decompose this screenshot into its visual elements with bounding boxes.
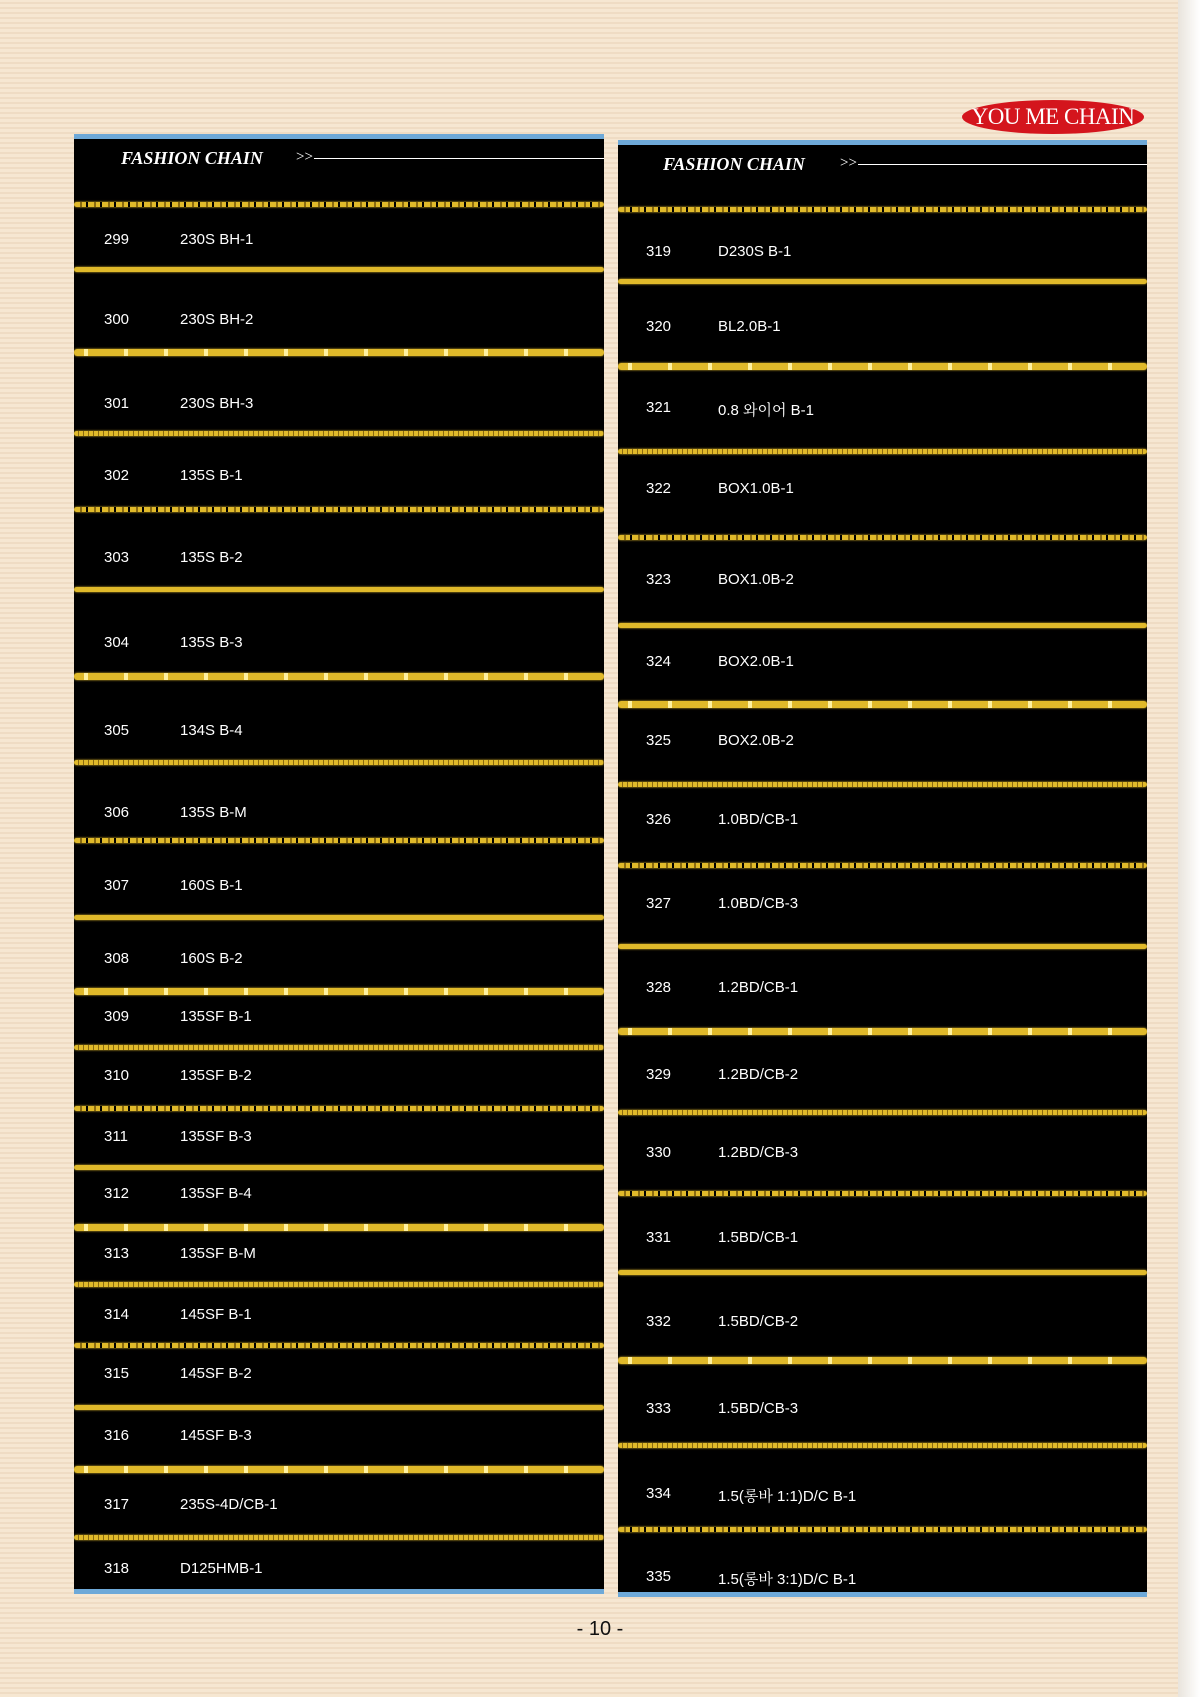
chain-image: [74, 1106, 604, 1111]
chain-image: [618, 944, 1147, 949]
chain-item-code: 329: [646, 1066, 672, 1083]
chain-image: [74, 431, 604, 436]
chain-item-code: 299: [104, 231, 130, 248]
chain-image: [618, 623, 1147, 628]
chain-image: [74, 760, 604, 765]
chain-item-name: 135SF B-1: [180, 1008, 252, 1025]
chain-item-code: 311: [104, 1128, 128, 1145]
chain-item-code: 300: [104, 311, 130, 328]
chain-item-code: 322: [646, 480, 672, 497]
chain-item-name: 235S-4D/CB-1: [180, 1496, 278, 1513]
chain-image: [74, 1535, 604, 1540]
chain-item-code: 331: [646, 1229, 672, 1246]
chain-image: [618, 363, 1147, 370]
chain-item-name: 0.8 와이어 B-1: [718, 402, 814, 419]
chain-image: [618, 782, 1147, 787]
page-edge: [1178, 0, 1200, 1697]
chain-item-name: 145SF B-3: [180, 1427, 252, 1444]
chain-image: [74, 587, 604, 592]
right-panel-arrow-icon: >>: [840, 155, 857, 171]
chain-image: [74, 1405, 604, 1410]
chain-item-name: 135SF B-M: [180, 1245, 256, 1262]
right-chain-list: [618, 145, 1147, 1592]
chain-image: [74, 1282, 604, 1287]
chain-item-name: 160S B-2: [180, 950, 243, 967]
chain-image: [74, 1343, 604, 1348]
chain-image: [618, 279, 1147, 284]
chain-image: [618, 701, 1147, 708]
chain-item-code: 310: [104, 1067, 130, 1084]
chain-item-name: 230S BH-3: [180, 395, 254, 412]
chain-image: [74, 507, 604, 512]
chain-item-name: 1.0BD/CB-1: [718, 811, 799, 828]
chain-item-code: 332: [646, 1313, 672, 1330]
chain-item-code: 328: [646, 979, 672, 996]
chain-item-name: 1.5(롱바 3:1)D/C B-1: [718, 1571, 857, 1588]
chain-item-code: 320: [646, 318, 672, 335]
chain-item-code: 305: [104, 722, 130, 739]
chain-item-code: 335: [646, 1568, 672, 1585]
chain-item-name: 1.5(롱바 1:1)D/C B-1: [718, 1488, 857, 1505]
chain-item-code: 315: [104, 1365, 130, 1382]
chain-item-name: 230S BH-1: [180, 231, 254, 248]
chain-image: [74, 1224, 604, 1231]
chain-image: [618, 1443, 1147, 1448]
page-number: - 10 -: [576, 1618, 624, 1640]
chain-item-code: 313: [104, 1245, 130, 1262]
chain-item-name: 1.2BD/CB-1: [718, 979, 799, 996]
chain-item-name: 135S B-2: [180, 549, 243, 566]
chain-item-code: 309: [104, 1008, 130, 1025]
chain-image: [618, 1191, 1147, 1196]
chain-item-code: 307: [104, 877, 130, 894]
left-panel-title: FASHION CHAIN: [121, 148, 263, 168]
chain-image: [618, 1028, 1147, 1035]
chain-item-name: 1.5BD/CB-2: [718, 1313, 799, 1330]
chain-item-code: 327: [646, 895, 672, 912]
chain-item-code: 312: [104, 1185, 130, 1202]
chain-item-code: 330: [646, 1144, 672, 1161]
chain-image: [74, 838, 604, 843]
chain-image: [618, 1270, 1147, 1275]
chain-item-name: D125HMB-1: [180, 1560, 263, 1577]
chain-item-code: 316: [104, 1427, 130, 1444]
chain-image: [618, 1110, 1147, 1115]
chain-item-code: 325: [646, 732, 672, 749]
chain-item-code: 334: [646, 1485, 672, 1502]
chain-item-code: 318: [104, 1560, 130, 1577]
chain-image: [74, 988, 604, 995]
chain-item-name: BL2.0B-1: [718, 318, 781, 335]
chain-image: [618, 1527, 1147, 1532]
chain-image: [618, 207, 1147, 212]
chain-image: [74, 1165, 604, 1170]
chain-item-code: 317: [104, 1496, 130, 1513]
chain-image: [74, 673, 604, 680]
chain-item-name: BOX1.0B-2: [718, 571, 794, 588]
chain-item-code: 324: [646, 653, 672, 670]
brand-name: YOU ME CHAIN: [971, 104, 1135, 129]
chain-item-name: BOX2.0B-2: [718, 732, 794, 749]
chain-image: [74, 1045, 604, 1050]
chain-item-name: D230S B-1: [718, 243, 792, 260]
chain-item-code: 323: [646, 571, 672, 588]
chain-item-name: 145SF B-1: [180, 1306, 252, 1323]
chain-item-name: 134S B-4: [180, 722, 243, 739]
chain-item-code: 301: [104, 395, 130, 412]
left-catalog-panel: [74, 134, 604, 1594]
chain-item-name: 1.5BD/CB-3: [718, 1400, 799, 1417]
chain-image: [74, 349, 604, 356]
right-catalog-panel: [618, 140, 1147, 1597]
chain-item-name: 1.0BD/CB-3: [718, 895, 799, 912]
left-chain-list: [74, 139, 604, 1589]
chain-item-name: 230S BH-2: [180, 311, 254, 328]
chain-item-name: 1.2BD/CB-3: [718, 1144, 799, 1161]
chain-item-code: 308: [104, 950, 130, 967]
chain-item-name: 1.5BD/CB-1: [718, 1229, 799, 1246]
chain-item-name: 135SF B-2: [180, 1067, 252, 1084]
chain-item-code: 304: [104, 634, 130, 651]
chain-item-code: 319: [646, 243, 672, 260]
chain-item-code: 321: [646, 399, 672, 416]
chain-item-name: BOX1.0B-1: [718, 480, 794, 497]
chain-item-code: 303: [104, 549, 130, 566]
chain-item-name: BOX2.0B-1: [718, 653, 794, 670]
chain-image: [74, 915, 604, 920]
chain-image: [74, 202, 604, 207]
chain-item-name: 1.2BD/CB-2: [718, 1066, 799, 1083]
chain-item-name: 160S B-1: [180, 877, 243, 894]
right-panel-title: FASHION CHAIN: [663, 154, 805, 174]
chain-item-code: 333: [646, 1400, 672, 1417]
chain-item-name: 135SF B-3: [180, 1128, 252, 1145]
chain-image: [618, 1357, 1147, 1364]
chain-image: [618, 449, 1147, 454]
left-panel-arrow-icon: >>: [296, 149, 313, 165]
chain-image: [618, 863, 1147, 868]
chain-item-code: 306: [104, 804, 130, 821]
chain-item-name: 145SF B-2: [180, 1365, 252, 1382]
chain-image: [74, 267, 604, 272]
chain-item-code: 314: [104, 1306, 130, 1323]
chain-item-name: 135S B-M: [180, 804, 247, 821]
chain-item-name: 135S B-1: [180, 467, 243, 484]
brand-badge: [962, 100, 1144, 134]
chain-item-name: 135S B-3: [180, 634, 243, 651]
chain-item-name: 135SF B-4: [180, 1185, 252, 1202]
chain-item-code: 326: [646, 811, 672, 828]
chain-item-code: 302: [104, 467, 130, 484]
chain-image: [74, 1466, 604, 1473]
chain-image: [618, 535, 1147, 540]
